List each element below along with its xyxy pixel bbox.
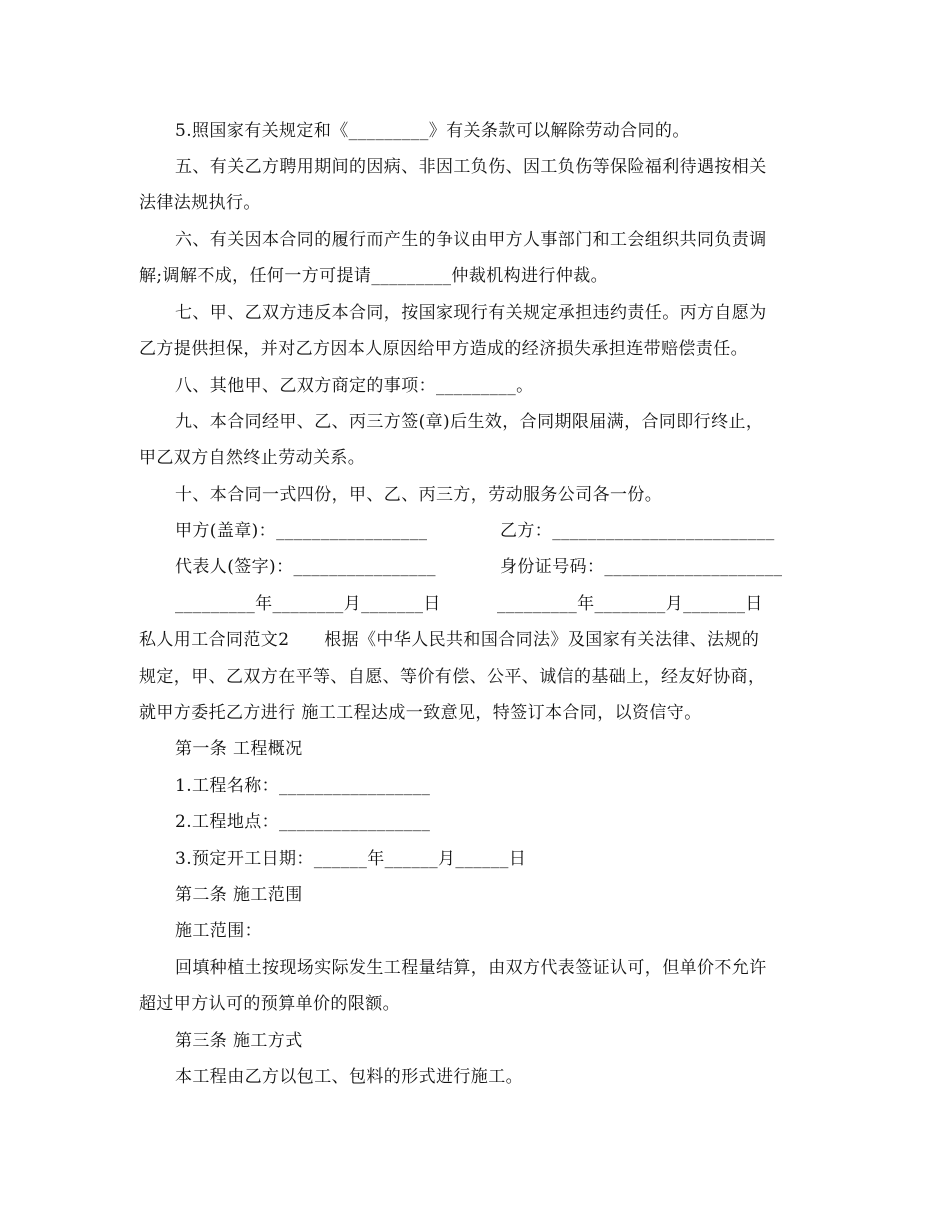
- clause-five-line-2: 法律法规执行。: [139, 193, 261, 213]
- clause-seven-line-2: 乙方提供担保，并对乙方因本人原因给甲方造成的经济损失承担连带赔偿责任。: [139, 339, 748, 359]
- article-3-heading: 第三条 施工方式: [175, 1031, 303, 1051]
- clause-5-text: 5.照国家有关规定和《_________》有关条款可以解除劳动合同的。: [175, 121, 690, 141]
- article-1-heading: 第一条 工程概况: [175, 739, 303, 759]
- article-2-heading: 第二条 施工范围: [175, 885, 303, 905]
- project-name-field: 1.工程名称：_________________: [175, 776, 431, 796]
- sample-2-intro-line-3: 就甲方委托乙方进行 施工工程达成一致意见，特签订本合同，以资信守。: [139, 703, 702, 723]
- signing-date-right: _________年________月_______日: [497, 594, 763, 614]
- party-a-seal-field: 甲方(盖章)：_________________: [175, 521, 428, 541]
- scope-label: 施工范围：: [175, 921, 262, 941]
- clause-six-line-1: 六、有关因本合同的履行而产生的争议由甲方人事部门和工会组织共同负责调: [175, 230, 767, 250]
- start-date-field: 3.预定开工日期：______年______月______日: [175, 849, 527, 869]
- clause-ten-text: 十、本合同一式四份，甲、乙、丙三方，劳动服务公司各一份。: [175, 485, 663, 505]
- clause-seven-line-1: 七、甲、乙双方违反本合同，按国家现行有关规定承担违约责任。丙方自愿为: [175, 303, 767, 323]
- signing-date-left: _________年________月_______日: [175, 594, 441, 614]
- clause-eight-text: 八、其他甲、乙双方商定的事项：_________。: [175, 376, 534, 396]
- representative-signature-field: 代表人(签字)：________________: [175, 557, 436, 577]
- clause-five-line-1: 五、有关乙方聘用期间的因病、非因工负伤、因工负伤等保险福利待遇按相关: [175, 157, 767, 177]
- project-location-field: 2.工程地点：_________________: [175, 812, 431, 832]
- id-number-field: 身份证号码：____________________: [500, 557, 783, 577]
- scope-text-line-2: 超过甲方认可的预算单价的限额。: [139, 994, 400, 1014]
- clause-six-line-2: 解;调解不成，任何一方可提请_________仲裁机构进行仲裁。: [139, 266, 609, 286]
- scope-text-line-1: 回填种植土按现场实际发生工程量结算，由双方代表签证认可，但单价不允许: [175, 958, 767, 978]
- party-b-field: 乙方：_________________________: [500, 521, 775, 541]
- clause-nine-line-1: 九、本合同经甲、乙、丙三方签(章)后生效，合同期限届满，合同即行终止，: [175, 412, 764, 432]
- construction-method-text: 本工程由乙方以包工、包料的形式进行施工。: [175, 1067, 523, 1087]
- sample-2-intro-line-1: 私人用工合同范文2 根据《中华人民共和国合同法》及国家有关法律、法规的: [139, 630, 760, 650]
- clause-nine-line-2: 甲乙双方自然终止劳动关系。: [139, 448, 366, 468]
- sample-2-intro-line-2: 规定，甲、乙双方在平等、自愿、等价有偿、公平、诚信的基础上，经友好协商，: [139, 667, 766, 687]
